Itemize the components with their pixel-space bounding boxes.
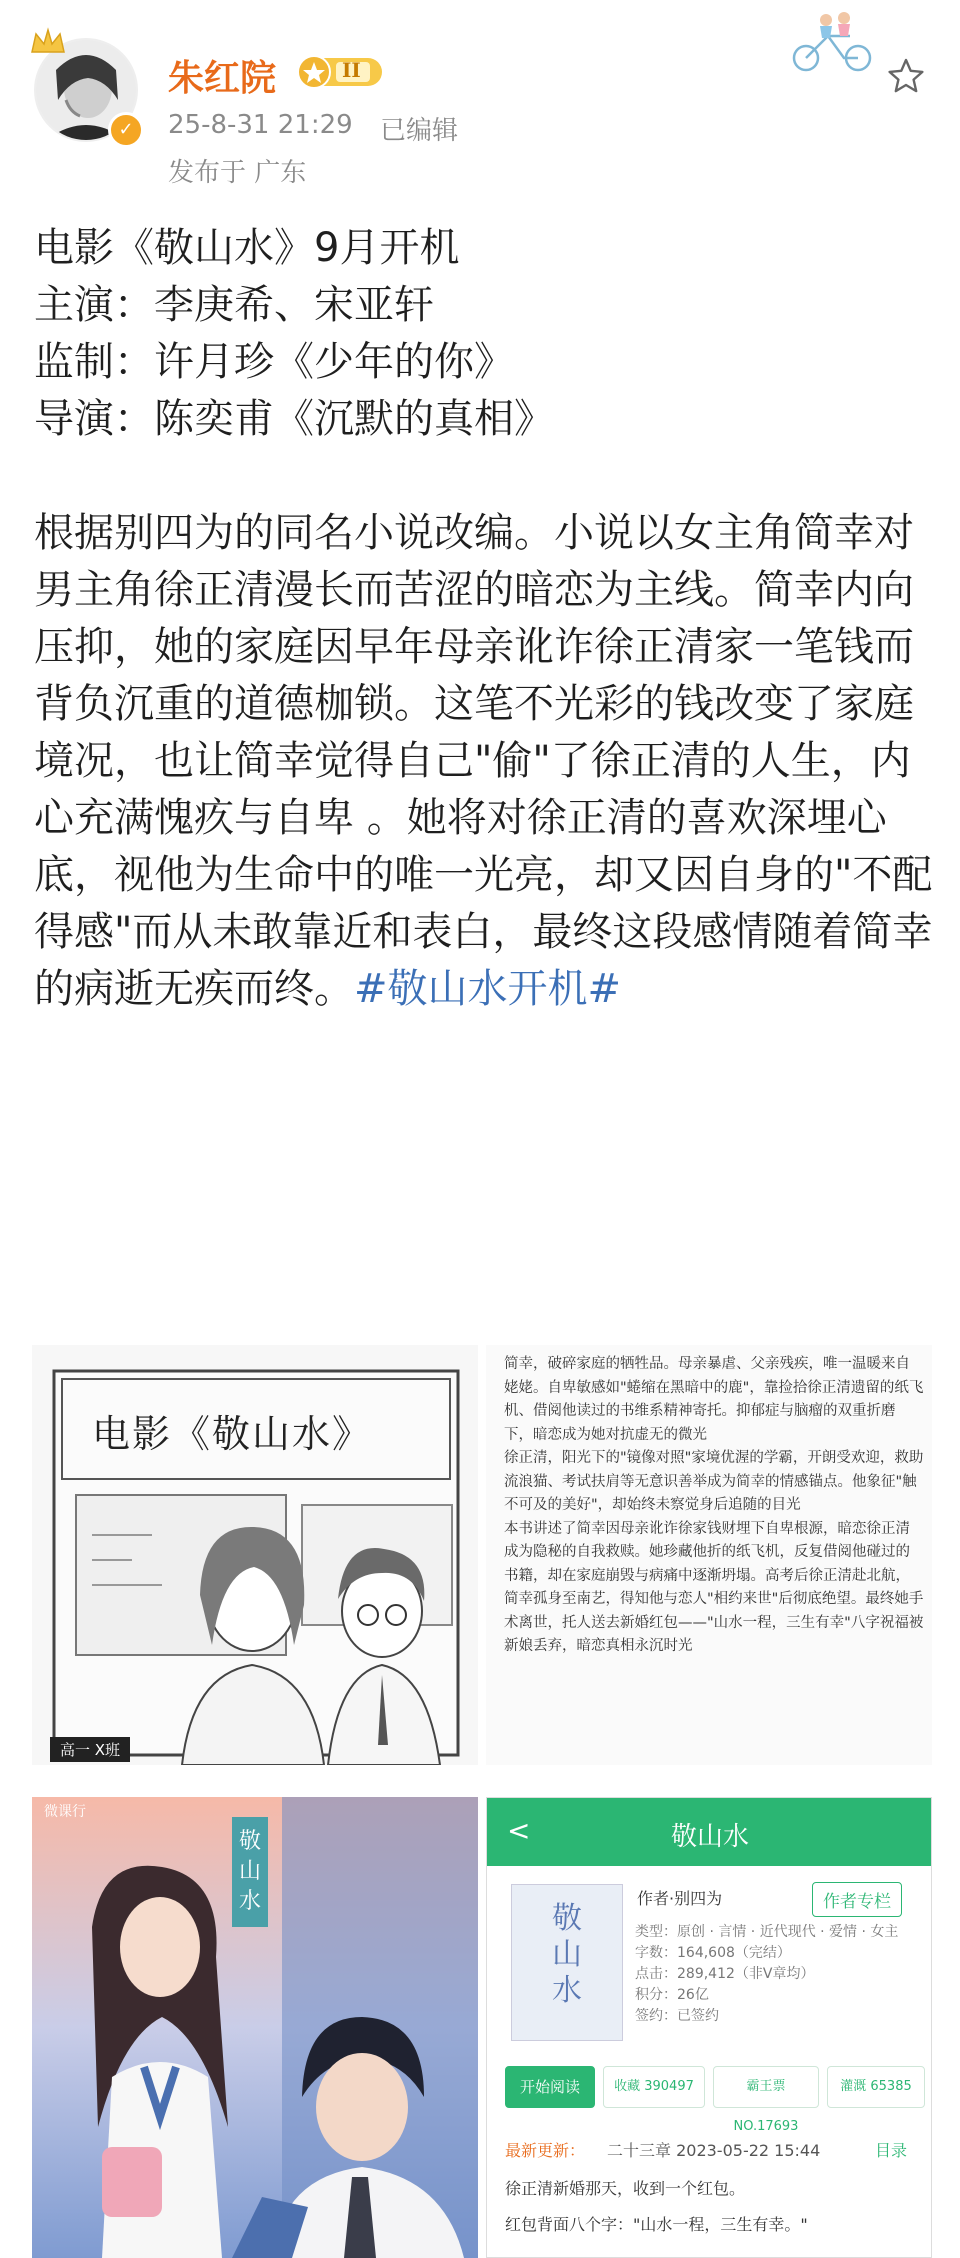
sketch-image[interactable] — [32, 1345, 478, 1765]
level-badge[interactable] — [292, 52, 388, 90]
badge-level: II — [342, 58, 361, 82]
poster-corner-tag: 微课行 — [44, 1804, 86, 1820]
synopsis-paragraph: 本书讲述了简幸因母亲讹诈徐家钱财埋下自卑根源，暗恋徐正清成为隐秘的自我救赎。她珍藏他折的纸飞机，反复借阅他碰过的书籍，却在家庭崩毁与病痛中逐渐坍塌。高考后徐正清赴北航，简幸孤身至南艺，得知他与恋人"相约来世"后彻底绝望。最终她手术离世，托人送去新婚红包——"山水一程，三生有幸"八字祝福被新娘丢弃，暗恋真相永沉时光 — [504, 1520, 924, 1654]
synopsis-paragraph: 徐正清，阳光下的"镜像对照"家境优渥的学霸，开朗受欢迎，救助流浪猫、考试扶肩等无意识善举成为简幸的情感锚点。他象征"触不可及的美好"，却始终未察觉身后追随的目光 — [504, 1450, 924, 1513]
cover-title: 敬山水 — [552, 1901, 582, 2008]
post-line: 导演：陈奕甫《沉默的真相》 — [34, 396, 554, 442]
info-line: 类型：原创 · 言情 · 近代现代 · 爱情 · 女主 — [635, 1924, 899, 1940]
post-paragraph-text: 根据别四为的同名小说改编。小说以女主角简幸对男主角徐正清漫长而苦涩的暗恋为主线。简幸内向压抑，她的家庭因早年母亲讹诈徐正清家一笔钱而背负沉重的道德枷锁。这笔不光彩的钱改变了家庭境况，也让简幸觉得自己"偷"了徐正清的人生，内心充满愧疚与自卑 。她将对徐正清的喜欢深埋心底，视他为生命中的唯一光亮，却又因自身的"不配得感"而从未敢靠近和表白，最终这段感情随着简幸的病逝无疾而终。 — [34, 510, 933, 1012]
info-line: 字数：164,608（完结） — [635, 1945, 791, 1961]
post-line: 电影《敬山水》9月开机 — [34, 225, 460, 271]
username[interactable]: 朱红院 — [168, 58, 277, 99]
update-label — [505, 2138, 585, 2161]
sketch-title: 电影《敬山水》 — [92, 1412, 373, 1456]
edited-label[interactable]: 已编辑 — [380, 116, 459, 146]
synopsis-paragraph: 简幸，破碎家庭的牺牲品。母亲暴虐、父亲残疾，唯一温暖来自姥姥。自卑敏感如"蜷缩在黑暗中的鹿"，靠捡拾徐正清遗留的纸飞机、借阅他读过的书维系精神寄托。抑郁症与脑瘤的双重折磨下，暗恋成为她对抗虚无的微光 — [504, 1356, 924, 1443]
post-line: 监制：许月珍《少年的你》 — [34, 339, 514, 385]
poster-image[interactable] — [32, 1797, 478, 2258]
favorite-button[interactable]: 收藏 390497 — [603, 2066, 705, 2108]
update-chapter[interactable]: 二十三章 2023-05-22 15:44 — [607, 2141, 821, 2160]
vote-button[interactable]: 霸王票 NO.17693 — [713, 2066, 819, 2108]
info-line: 签约：已签约 — [635, 2008, 719, 2024]
book-info — [635, 1922, 898, 2027]
water-button[interactable]: 灌溉 65385 — [827, 2066, 925, 2108]
directory-link[interactable]: 目录 — [875, 2141, 908, 2160]
start-reading-button[interactable]: 开始阅读 — [505, 2066, 595, 2108]
app-title: 敬山水 — [670, 1822, 749, 1852]
excerpt-line: 徐正清新婚那天，收到一个红包。 — [505, 2179, 746, 2198]
author-name[interactable]: 作者·别四为 — [637, 1889, 723, 1908]
post-location: 发布于 广东 — [168, 158, 307, 188]
info-line: 积分：26亿 — [635, 1987, 709, 2003]
info-line: 点击：289,412（非V章均） — [635, 1966, 815, 1982]
post-paragraph — [34, 505, 934, 1018]
crown-icon — [28, 26, 68, 56]
verified-badge-icon: ✓ — [108, 112, 144, 148]
app-screenshot-image[interactable] — [486, 1797, 932, 2258]
bicycle-decoration-icon — [784, 6, 884, 76]
synopsis-text — [504, 1353, 924, 1659]
action-buttons — [505, 2066, 925, 2134]
back-icon[interactable]: < — [507, 1814, 531, 1847]
app-header — [487, 1798, 932, 1866]
image-grid — [32, 1345, 932, 2258]
book-cover[interactable] — [511, 1884, 623, 2041]
excerpt-line: 红包背面八个字："山水一程，三生有幸。" — [505, 2215, 808, 2234]
synopsis-image[interactable] — [486, 1345, 932, 1765]
post-header — [0, 0, 960, 200]
favorite-star-icon[interactable] — [886, 56, 926, 96]
update-label-text: 最新更新： — [505, 2141, 586, 2160]
post-time: 25-8-31 21:29 — [168, 110, 353, 140]
class-tag: 高一 X班 — [50, 1737, 130, 1762]
post-body — [34, 220, 934, 1018]
poster-title-label: 敬山水 — [232, 1817, 268, 1927]
post-line: 主演：李庚希、宋亚轩 — [34, 282, 434, 328]
author-column-button[interactable]: 作者专栏 — [812, 1882, 902, 1917]
topic-link[interactable]: #敬山水开机# — [354, 966, 622, 1012]
